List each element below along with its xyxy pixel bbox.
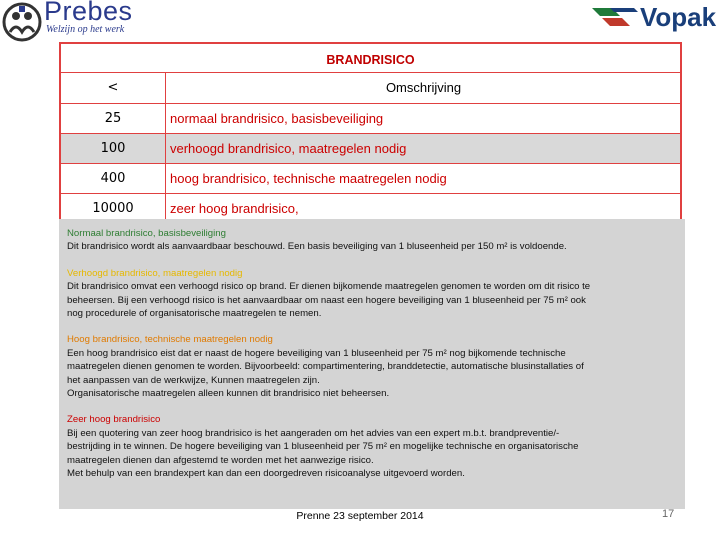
risk-value: 10000	[92, 201, 134, 216]
risk-table	[59, 42, 682, 222]
prebes-logo	[0, 0, 160, 42]
table-row	[61, 104, 680, 134]
table-column-divider	[165, 72, 166, 222]
risk-description: zeer hoog brandrisico,	[170, 201, 299, 216]
risk-description: verhoogd brandrisico, maatregelen nodig	[170, 141, 407, 156]
description-text: Een hoog brandrisico eist dat er naast de hogere beveiliging van 1 bluseenheid per 75 m² nog bijkomende technische maatregelen dienen genomen te worden. Bijvoorbeeld: compartimentering, branddetectie, automatische blusinstallaties of het aanpassen van de werkwijze, Kunnen maatregelen zijn. Organisatorische maatregelen alleen kunnen dit brandrisico niet beheersen.	[67, 347, 584, 400]
header-threshold: <	[107, 80, 119, 95]
description-text: Bij een quotering van zeer hoog brandrisico is het aangeraden om het advies van een expert m.b.t. brandpreventie/- bestrijding in te winnen. De hogere beveiliging van 1 bluseenheid per 75 m² en mogelijke technische en organisatorische maatregelen dienen dan afgestemd te worden met het aanwezige risico. Met behulp van een brandexpert kan dan een doorgedreven risicoanalyse uitgevoerd worden.	[67, 427, 579, 480]
description-panel	[59, 219, 685, 509]
description-heading: Normaal brandrisico, basisbeveiliging	[67, 228, 226, 239]
description-block-hoog	[67, 333, 677, 400]
description-heading: Zeer hoog brandrisico	[67, 414, 161, 426]
description-heading: Verhoogd brandrisico, maatregelen nodig	[67, 267, 243, 279]
vopak-logo-name: Vopak	[640, 2, 717, 32]
description-block-normaal	[67, 227, 677, 254]
footer-date: Prenne 23 september 2014	[296, 510, 424, 522]
risk-table-title: BRANDRISICO	[326, 53, 415, 67]
prebes-people-icon	[2, 2, 42, 42]
description-block-verhoogd	[67, 267, 677, 321]
risk-value: 100	[100, 141, 126, 156]
table-header-row	[61, 73, 680, 103]
header-description: Omschrijving	[385, 80, 462, 95]
vopak-logo	[590, 2, 718, 34]
description-heading: Hoog brandrisico, technische maatregelen nodig	[67, 334, 273, 346]
description-text: Dit brandrisico wordt als aanvaardbaar beschouwd. Een basis beveiliging van 1 bluseenheid per 150 m² is voldoende.	[67, 241, 567, 253]
risk-description: hoog brandrisico, technische maatregelen nodig	[170, 171, 447, 186]
vopak-stripes-icon	[590, 4, 638, 30]
page-number: 17	[662, 508, 675, 520]
table-row	[61, 134, 680, 164]
table-row	[61, 164, 680, 194]
description-block-zeer-hoog	[67, 413, 677, 480]
risk-description: normaal brandrisico, basisbeveiliging	[170, 111, 384, 126]
risk-value: 25	[104, 111, 122, 126]
description-text: Dit brandrisico omvat een verhoogd risico op brand. Er dienen bijkomende maatregelen genomen te worden om dit risico te beheersen. Bij een verhoogd risico is het aanvaardbaar om naast een hogere beveiliging van 1 bluseenheid per 75 m² ook nog procedurele of organisatorische maatregelen te nemen.	[67, 281, 591, 320]
risk-value: 400	[100, 171, 126, 186]
prebes-logo-name: Prebes	[44, 0, 133, 26]
prebes-logo-tagline: Welzijn op het werk	[46, 24, 125, 35]
